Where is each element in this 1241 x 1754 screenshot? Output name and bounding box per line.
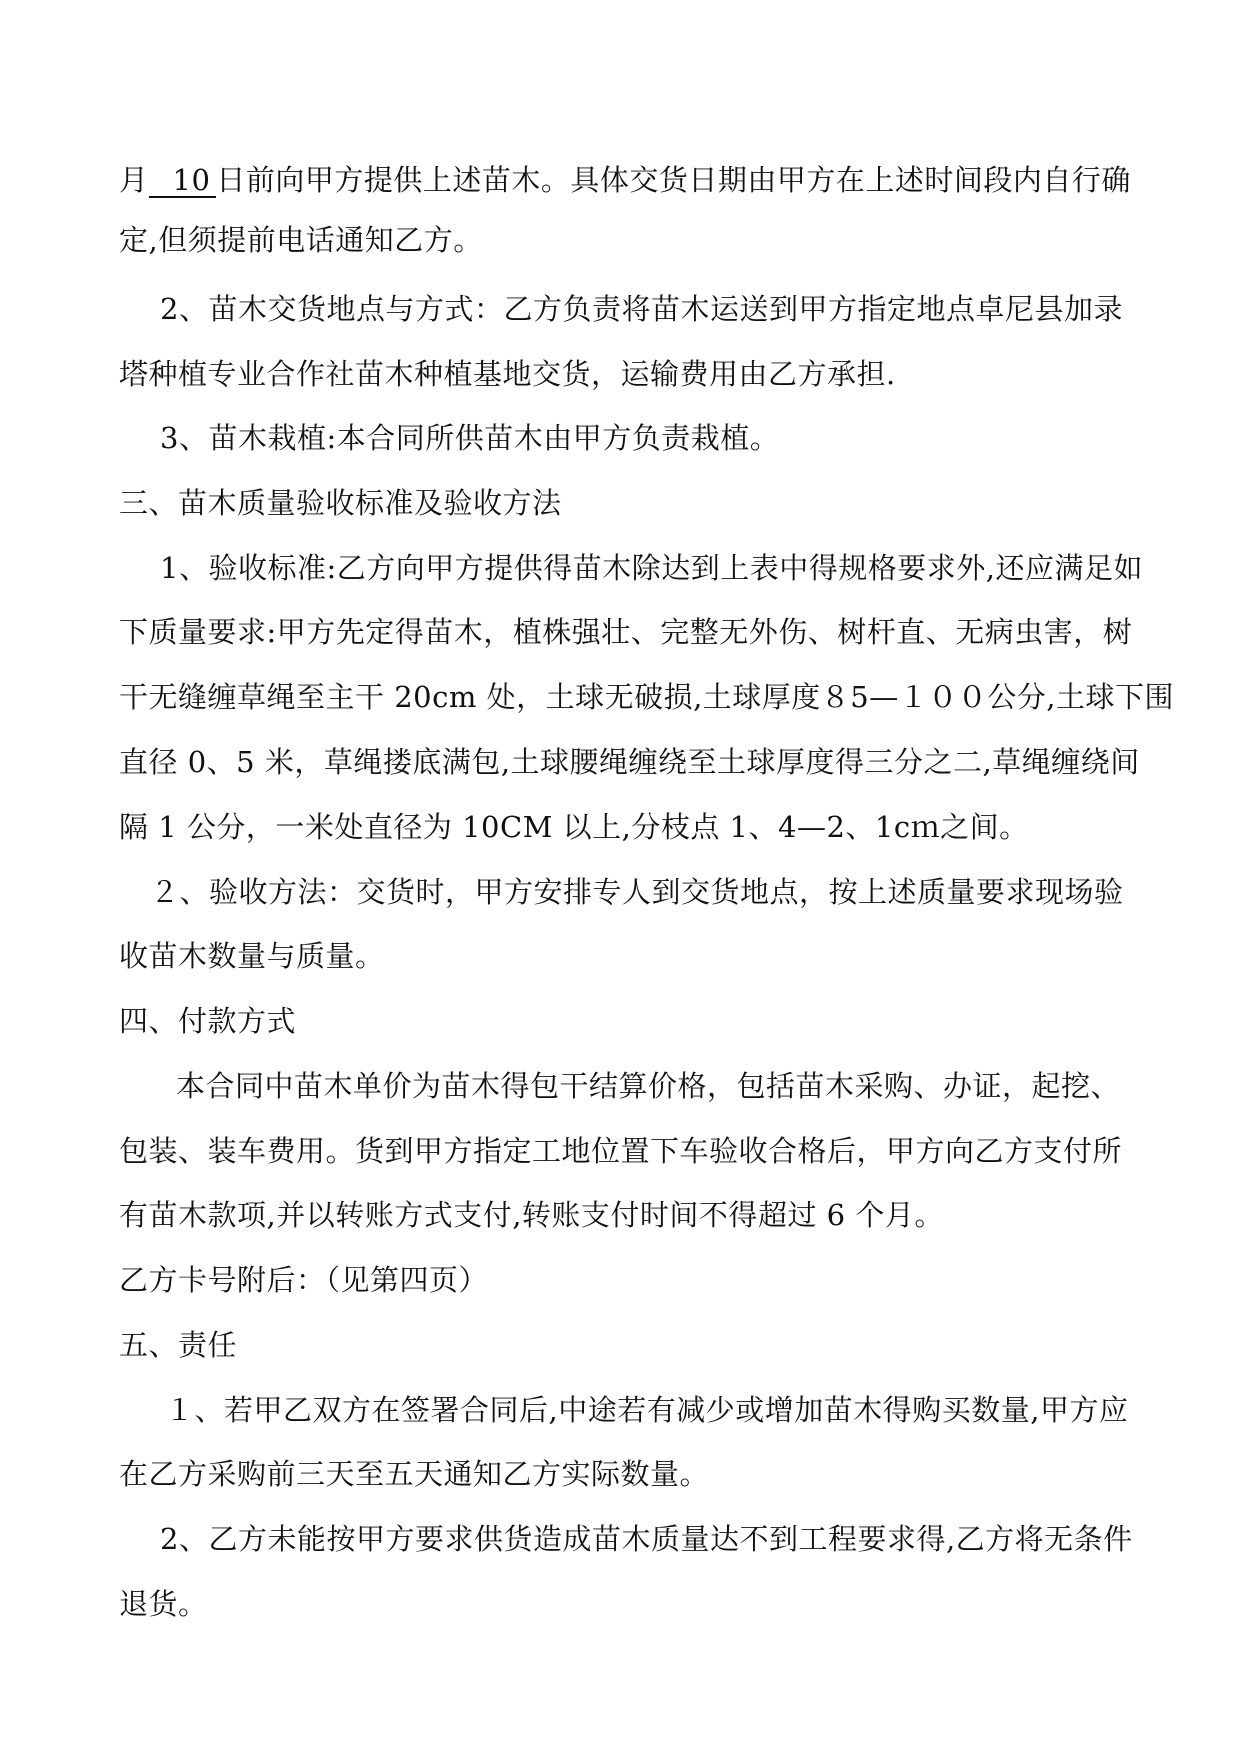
text-line-4: 塔种植专业合作社苗木种植基地交货，运输费用由乙方承担. bbox=[119, 357, 896, 391]
text-line-17: 有苗木款项,并以转账方式支付,转账支付时间不得超过 6 个月。 bbox=[119, 1198, 944, 1232]
text-line-8: 下质量要求:甲方先定得苗木，植株强壮、完整无外伤、树杆直、无病虫害，树 bbox=[119, 615, 1133, 649]
text-line-18: 乙方卡号附后：（见第四页） bbox=[119, 1263, 489, 1297]
text-line-13: 收苗木数量与质量。 bbox=[119, 939, 385, 973]
text-line-5: 3、苗木栽植:本合同所供苗木由甲方负责栽植。 bbox=[160, 421, 780, 455]
text-line-23: 退货。 bbox=[119, 1587, 208, 1621]
text-line-7: 1、验收标准:乙方向甲方提供得苗木除达到上表中得规格要求外,还应满足如 bbox=[160, 551, 1143, 585]
line-1-suffix: 日前向甲方提供上述苗木。具体交货日期由甲方在上述时间段内自行确 bbox=[216, 163, 1131, 197]
text-line-15: 本合同中苗木单价为苗木得包干结算价格，包括苗木采购、办证，起挖、 bbox=[176, 1069, 1121, 1103]
text-line-22: 2、乙方未能按甲方要求供货造成苗木质量达不到工程要求得,乙方将无条件 bbox=[160, 1522, 1133, 1556]
date-blank-field: 10 bbox=[149, 164, 217, 198]
text-line-16: 包装、装车费用。货到甲方指定工地位置下车验收合格后，甲方向乙方支付所 bbox=[119, 1134, 1123, 1168]
text-line-20: １、若甲乙双方在签署合同后,中途若有减少或增加苗木得购买数量,甲方应 bbox=[165, 1393, 1129, 1427]
text-line-3: 2、苗木交货地点与方式：乙方负责将苗木运送到甲方指定地点卓尼县加录 bbox=[160, 292, 1123, 326]
text-line-9: 干无缝缠草绳至主干 20cm 处，土球无破损,土球厚度８5—１００公分,土球下围 bbox=[119, 680, 1174, 714]
text-line-12: ２、验收方法：交货时，甲方安排专人到交货地点，按上述质量要求现场验 bbox=[150, 875, 1124, 909]
text-line-2: 定,但须提前电话通知乙方。 bbox=[119, 223, 483, 257]
section-heading-3: 三、苗木质量验收标准及验收方法 bbox=[119, 486, 562, 520]
line-1-prefix: 月 bbox=[119, 163, 149, 197]
text-line-11: 隔 1 公分，一米处直径为 10CM 以上,分枝点 1、4—2、1cｍ之间。 bbox=[119, 810, 1029, 844]
section-heading-4: 四、付款方式 bbox=[119, 1004, 297, 1038]
text-line-1 bbox=[0, 155, 1241, 205]
section-heading-5: 五、责任 bbox=[119, 1328, 238, 1362]
text-line-21: 在乙方采购前三天至五天通知乙方实际数量。 bbox=[119, 1457, 710, 1491]
text-line-10: 直径 0、5 米，草绳搂底满包,土球腰绳缠绕至土球厚度得三分之二,草绳缠绕间 bbox=[119, 745, 1140, 779]
